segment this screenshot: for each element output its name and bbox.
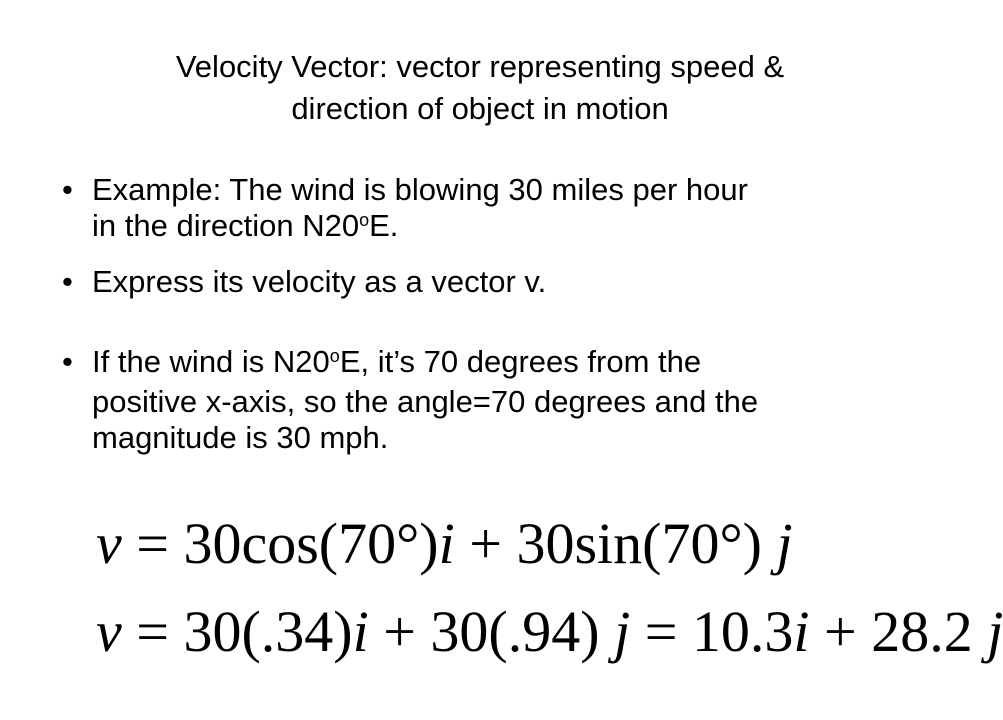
var-j: j [776,511,793,576]
bullet-marker: • [62,172,73,207]
eq2-plus: + 28.2 [809,599,988,664]
slide-title [80,46,880,130]
bullet-list [62,172,942,472]
eq2-mid: + 30(.94) [368,599,615,664]
bullet-explanation-line-2: positive x-axis, so the angle=70 degrees and the [92,384,759,419]
bullet-marker: • [62,344,73,379]
equation-2 [96,600,1003,664]
degree-superscript: o [329,346,340,366]
bullet-marker: • [62,264,73,299]
eq2-result: = 10.3 [630,599,794,664]
bullet-example-line-1: Example: The wind is blowing 30 miles per hour [92,172,748,207]
direction-text: in the direction N20 [92,208,360,243]
var-v: v [96,511,122,576]
var-j: j [614,599,631,664]
bullet-express [62,264,942,300]
title-line-2: direction of object in motion [291,91,669,126]
eq2-part: = 30(.34) [121,599,353,664]
eq1-part: = 30cos(70°) [121,511,439,576]
angle-text: E, it’s 70 degrees from the [339,344,702,379]
var-i: i [438,511,455,576]
equation-1 [96,512,793,576]
bullet-explanation-line-3: magnitude is 30 mph. [92,420,389,455]
bullet-example-line-2 [92,208,942,248]
degree-superscript: o [359,210,370,230]
var-i: i [352,599,369,664]
var-j: j [987,599,1003,664]
var-i: i [793,599,810,664]
bullet-explanation-line-1 [92,344,942,384]
bullet-express-text: Express its velocity as a vector v. [92,264,547,299]
var-v: v [96,599,122,664]
eq1-mid: + 30sin(70°) [454,511,777,576]
direction-suffix: E. [369,208,399,243]
wind-direction-text: If the wind is N20 [92,344,330,379]
title-line-1: Velocity Vector: vector representing speed & [175,49,785,84]
bullet-explanation [62,344,942,456]
bullet-example [62,172,942,248]
